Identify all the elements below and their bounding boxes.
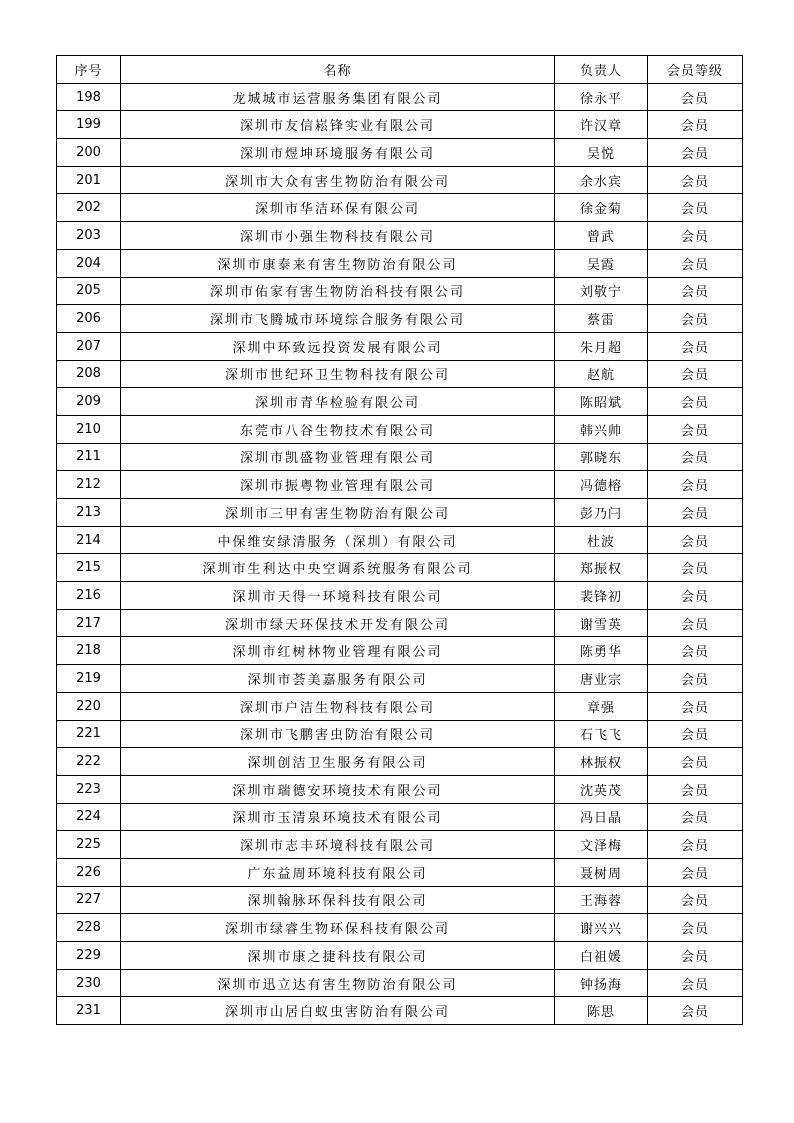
cell-no: 227 bbox=[57, 886, 121, 914]
cell-level: 会员 bbox=[648, 277, 743, 305]
cell-person: 王海蓉 bbox=[555, 886, 648, 914]
table-row bbox=[57, 748, 743, 776]
cell-no: 230 bbox=[57, 969, 121, 997]
cell-person: 冯德榕 bbox=[555, 471, 648, 499]
cell-person: 吴霞 bbox=[555, 249, 648, 277]
cell-person: 郭晓东 bbox=[555, 443, 648, 471]
cell-no: 216 bbox=[57, 582, 121, 610]
cell-person: 赵航 bbox=[555, 360, 648, 388]
cell-person: 陈昭斌 bbox=[555, 388, 648, 416]
table-row bbox=[57, 720, 743, 748]
cell-no: 222 bbox=[57, 748, 121, 776]
cell-level: 会员 bbox=[648, 748, 743, 776]
table-row bbox=[57, 194, 743, 222]
cell-level: 会员 bbox=[648, 111, 743, 139]
member-table bbox=[56, 55, 743, 1025]
cell-no: 211 bbox=[57, 443, 121, 471]
cell-name: 深圳市佑家有害生物防治科技有限公司 bbox=[121, 277, 555, 305]
table-row bbox=[57, 665, 743, 693]
cell-level: 会员 bbox=[648, 499, 743, 527]
cell-no: 231 bbox=[57, 997, 121, 1025]
cell-person: 谢兴兴 bbox=[555, 914, 648, 942]
table-row bbox=[57, 415, 743, 443]
cell-person: 石飞飞 bbox=[555, 720, 648, 748]
cell-no: 198 bbox=[57, 83, 121, 111]
cell-person: 吴悦 bbox=[555, 139, 648, 167]
cell-no: 229 bbox=[57, 942, 121, 970]
cell-person: 陈勇华 bbox=[555, 637, 648, 665]
cell-name: 深圳市山居白蚁虫害防治有限公司 bbox=[121, 997, 555, 1025]
cell-name: 深圳市飞鹏害虫防治有限公司 bbox=[121, 720, 555, 748]
cell-no: 199 bbox=[57, 111, 121, 139]
cell-level: 会员 bbox=[648, 388, 743, 416]
cell-no: 220 bbox=[57, 692, 121, 720]
cell-person: 钟扬海 bbox=[555, 969, 648, 997]
cell-level: 会员 bbox=[648, 83, 743, 111]
cell-no: 208 bbox=[57, 360, 121, 388]
table-row bbox=[57, 222, 743, 250]
cell-level: 会员 bbox=[648, 914, 743, 942]
cell-person: 谢雪英 bbox=[555, 609, 648, 637]
cell-person: 彭乃闩 bbox=[555, 499, 648, 527]
cell-level: 会员 bbox=[648, 831, 743, 859]
table-row bbox=[57, 858, 743, 886]
cell-name: 深圳创洁卫生服务有限公司 bbox=[121, 748, 555, 776]
cell-level: 会员 bbox=[648, 554, 743, 582]
cell-person: 徐金菊 bbox=[555, 194, 648, 222]
table-row bbox=[57, 443, 743, 471]
cell-level: 会员 bbox=[648, 305, 743, 333]
cell-person: 林振权 bbox=[555, 748, 648, 776]
cell-person: 沈英茂 bbox=[555, 775, 648, 803]
table-row bbox=[57, 831, 743, 859]
table-row bbox=[57, 969, 743, 997]
cell-no: 219 bbox=[57, 665, 121, 693]
cell-person: 文泽梅 bbox=[555, 831, 648, 859]
cell-level: 会员 bbox=[648, 582, 743, 610]
cell-no: 212 bbox=[57, 471, 121, 499]
cell-person: 徐永平 bbox=[555, 83, 648, 111]
table-row bbox=[57, 471, 743, 499]
cell-person: 陈思 bbox=[555, 997, 648, 1025]
cell-no: 223 bbox=[57, 775, 121, 803]
table-row bbox=[57, 111, 743, 139]
cell-name: 深圳市生利达中央空调系统服务有限公司 bbox=[121, 554, 555, 582]
cell-person: 朱月超 bbox=[555, 332, 648, 360]
cell-no: 215 bbox=[57, 554, 121, 582]
table-row bbox=[57, 637, 743, 665]
cell-name: 深圳市红树林物业管理有限公司 bbox=[121, 637, 555, 665]
cell-name: 广东益周环境科技有限公司 bbox=[121, 858, 555, 886]
cell-no: 210 bbox=[57, 415, 121, 443]
table-row bbox=[57, 775, 743, 803]
cell-person: 郑振权 bbox=[555, 554, 648, 582]
table-header bbox=[57, 56, 743, 84]
cell-person: 许汉章 bbox=[555, 111, 648, 139]
cell-level: 会员 bbox=[648, 886, 743, 914]
cell-no: 204 bbox=[57, 249, 121, 277]
cell-level: 会员 bbox=[648, 665, 743, 693]
cell-name: 深圳市煜坤环境服务有限公司 bbox=[121, 139, 555, 167]
cell-name: 深圳市志丰环境科技有限公司 bbox=[121, 831, 555, 859]
table-row bbox=[57, 332, 743, 360]
cell-no: 200 bbox=[57, 139, 121, 167]
table-row bbox=[57, 554, 743, 582]
cell-person: 冯日晶 bbox=[555, 803, 648, 831]
header-person: 负责人 bbox=[555, 56, 648, 84]
cell-no: 213 bbox=[57, 499, 121, 527]
table-row bbox=[57, 692, 743, 720]
cell-name: 深圳翰脉环保科技有限公司 bbox=[121, 886, 555, 914]
header-name: 名称 bbox=[121, 56, 555, 84]
cell-name: 深圳市凯盛物业管理有限公司 bbox=[121, 443, 555, 471]
table-row bbox=[57, 388, 743, 416]
cell-no: 218 bbox=[57, 637, 121, 665]
cell-no: 206 bbox=[57, 305, 121, 333]
cell-person: 章强 bbox=[555, 692, 648, 720]
cell-level: 会员 bbox=[648, 194, 743, 222]
cell-no: 201 bbox=[57, 166, 121, 194]
cell-level: 会员 bbox=[648, 942, 743, 970]
cell-person: 余水宾 bbox=[555, 166, 648, 194]
cell-level: 会员 bbox=[648, 166, 743, 194]
cell-name: 深圳市大众有害生物防治有限公司 bbox=[121, 166, 555, 194]
cell-person: 杜波 bbox=[555, 526, 648, 554]
table-row bbox=[57, 83, 743, 111]
table-row bbox=[57, 526, 743, 554]
cell-level: 会员 bbox=[648, 858, 743, 886]
cell-name: 深圳市康泰来有害生物防治有限公司 bbox=[121, 249, 555, 277]
cell-name: 东莞市八谷生物技术有限公司 bbox=[121, 415, 555, 443]
cell-name: 深圳市小强生物科技有限公司 bbox=[121, 222, 555, 250]
cell-name: 深圳市荟美嘉服务有限公司 bbox=[121, 665, 555, 693]
cell-name: 中保维安绿清服务（深圳）有限公司 bbox=[121, 526, 555, 554]
cell-person: 聂树周 bbox=[555, 858, 648, 886]
table-row bbox=[57, 499, 743, 527]
cell-no: 209 bbox=[57, 388, 121, 416]
cell-level: 会员 bbox=[648, 720, 743, 748]
cell-name: 深圳市户洁生物科技有限公司 bbox=[121, 692, 555, 720]
cell-no: 221 bbox=[57, 720, 121, 748]
cell-no: 225 bbox=[57, 831, 121, 859]
cell-name: 深圳市飞腾城市环境综合服务有限公司 bbox=[121, 305, 555, 333]
cell-name: 深圳市振粤物业管理有限公司 bbox=[121, 471, 555, 499]
table-row bbox=[57, 582, 743, 610]
cell-name: 深圳市青华检验有限公司 bbox=[121, 388, 555, 416]
header-level: 会员等级 bbox=[648, 56, 743, 84]
cell-level: 会员 bbox=[648, 969, 743, 997]
table-row bbox=[57, 914, 743, 942]
cell-level: 会员 bbox=[648, 526, 743, 554]
cell-name: 深圳市迅立达有害生物防治有限公司 bbox=[121, 969, 555, 997]
cell-level: 会员 bbox=[648, 443, 743, 471]
table-row bbox=[57, 997, 743, 1025]
table-body bbox=[57, 83, 743, 1024]
table-row bbox=[57, 277, 743, 305]
cell-name: 龙城城市运营服务集团有限公司 bbox=[121, 83, 555, 111]
cell-person: 蔡雷 bbox=[555, 305, 648, 333]
cell-name: 深圳市天得一环境科技有限公司 bbox=[121, 582, 555, 610]
cell-name: 深圳市绿天环保技术开发有限公司 bbox=[121, 609, 555, 637]
header-no: 序号 bbox=[57, 56, 121, 84]
header-row bbox=[57, 56, 743, 84]
cell-no: 217 bbox=[57, 609, 121, 637]
cell-level: 会员 bbox=[648, 249, 743, 277]
table-row bbox=[57, 166, 743, 194]
table-row bbox=[57, 249, 743, 277]
cell-level: 会员 bbox=[648, 692, 743, 720]
cell-level: 会员 bbox=[648, 997, 743, 1025]
cell-level: 会员 bbox=[648, 222, 743, 250]
cell-person: 韩兴帅 bbox=[555, 415, 648, 443]
cell-name: 深圳市康之捷科技有限公司 bbox=[121, 942, 555, 970]
cell-person: 刘敬宁 bbox=[555, 277, 648, 305]
cell-no: 226 bbox=[57, 858, 121, 886]
cell-level: 会员 bbox=[648, 360, 743, 388]
cell-person: 白祖媛 bbox=[555, 942, 648, 970]
cell-no: 228 bbox=[57, 914, 121, 942]
cell-no: 205 bbox=[57, 277, 121, 305]
table-row bbox=[57, 139, 743, 167]
cell-level: 会员 bbox=[648, 803, 743, 831]
cell-level: 会员 bbox=[648, 415, 743, 443]
cell-name: 深圳市瑞德安环境技术有限公司 bbox=[121, 775, 555, 803]
table-row bbox=[57, 360, 743, 388]
cell-name: 深圳市世纪环卫生物科技有限公司 bbox=[121, 360, 555, 388]
table-row bbox=[57, 886, 743, 914]
cell-level: 会员 bbox=[648, 332, 743, 360]
cell-name: 深圳市玉清泉环境技术有限公司 bbox=[121, 803, 555, 831]
cell-person: 裴锋初 bbox=[555, 582, 648, 610]
cell-level: 会员 bbox=[648, 609, 743, 637]
table-row bbox=[57, 942, 743, 970]
cell-level: 会员 bbox=[648, 775, 743, 803]
table-row bbox=[57, 609, 743, 637]
cell-level: 会员 bbox=[648, 139, 743, 167]
cell-no: 203 bbox=[57, 222, 121, 250]
cell-no: 207 bbox=[57, 332, 121, 360]
cell-no: 224 bbox=[57, 803, 121, 831]
cell-name: 深圳市华洁环保有限公司 bbox=[121, 194, 555, 222]
cell-person: 曾武 bbox=[555, 222, 648, 250]
cell-no: 214 bbox=[57, 526, 121, 554]
cell-name: 深圳市友信崧锋实业有限公司 bbox=[121, 111, 555, 139]
table-row bbox=[57, 305, 743, 333]
cell-name: 深圳市三甲有害生物防治有限公司 bbox=[121, 499, 555, 527]
cell-level: 会员 bbox=[648, 637, 743, 665]
cell-no: 202 bbox=[57, 194, 121, 222]
cell-name: 深圳中环致远投资发展有限公司 bbox=[121, 332, 555, 360]
cell-name: 深圳市绿睿生物环保科技有限公司 bbox=[121, 914, 555, 942]
cell-level: 会员 bbox=[648, 471, 743, 499]
table-row bbox=[57, 803, 743, 831]
cell-person: 唐业宗 bbox=[555, 665, 648, 693]
